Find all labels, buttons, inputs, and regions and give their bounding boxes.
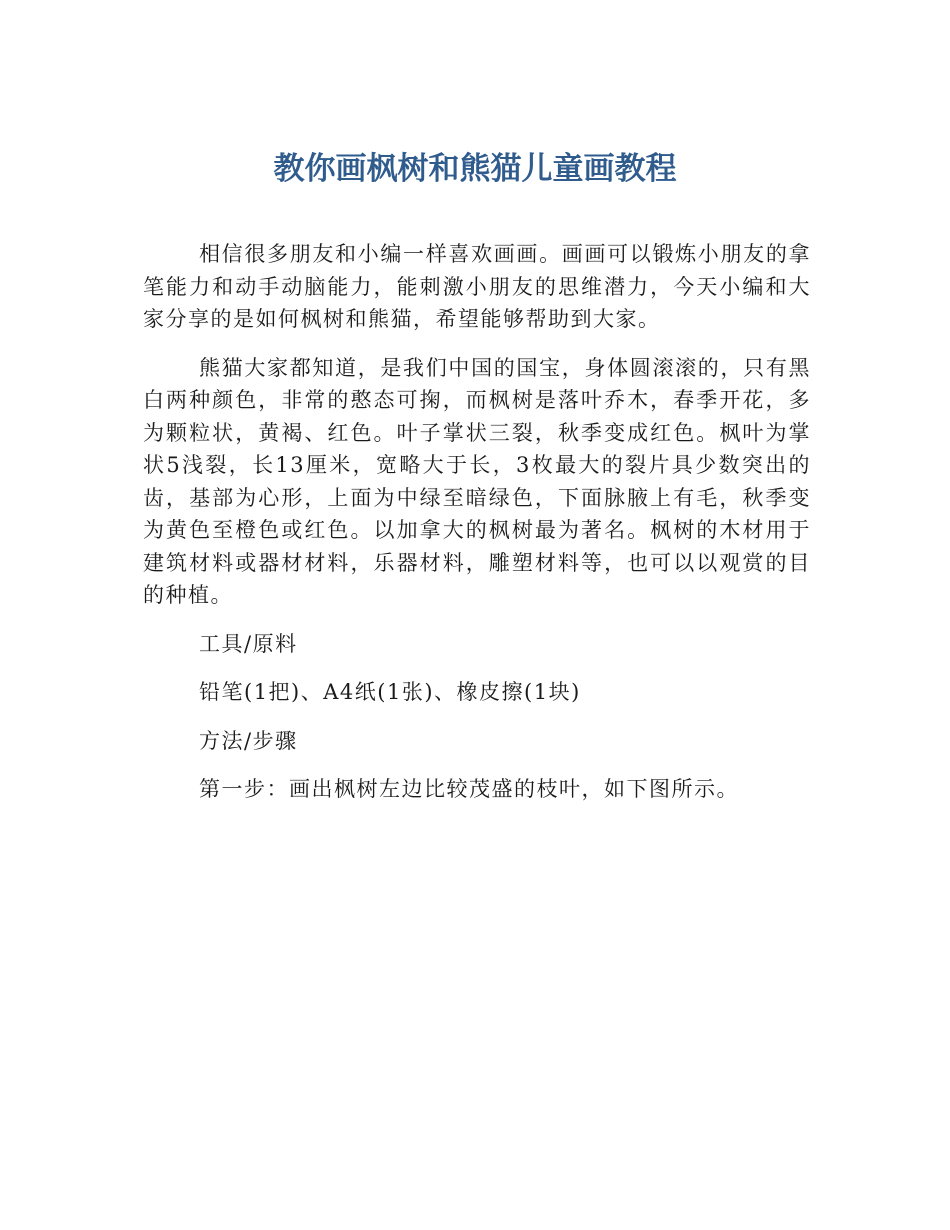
- heading-steps: 方法/步骤: [199, 728, 298, 753]
- paragraph-tools-list: 铅笔(1把)、A4纸(1张)、橡皮擦(1块): [199, 680, 581, 704]
- heading-tools: 工具/原料: [199, 631, 298, 656]
- document-title: 教你画枫树和熊猫儿童画教程: [273, 151, 677, 187]
- paragraph-step-1: 第一步：画出枫树左边比较茂盛的枝叶，如下图所示。: [199, 777, 739, 801]
- paragraph-description: 熊猫大家都知道，是我们中国的国宝，身体圆滚滚的，只有黑白两种颜色，非常的憨态可掬，而枫树是落叶乔木，春季开花，多为颗粒状，黄褐、红色。叶子掌状三裂，秋季变成红色。枫叶为掌状5浅裂，长13厘米，宽略大于长，3枚最大的裂片具少数突出的齿，基部为心形，上面为中绿至暗绿色，下面脉腋上有毛，秋季变为黄色至橙色或红色。以加拿大的枫树最为著名。枫树的木材用于建筑材料或器材材料，乐器材料，雕塑材料等，也可以以观赏的目的种植。: [143, 355, 811, 607]
- paragraph-intro: 相信很多朋友和小编一样喜欢画画。画画可以锻炼小朋友的拿笔能力和动手动脑能力，能刺激小朋友的思维潜力，今天小编和大家分享的是如何枫树和熊猫，希望能够帮助到大家。: [143, 242, 811, 331]
- document-body: [143, 238, 811, 822]
